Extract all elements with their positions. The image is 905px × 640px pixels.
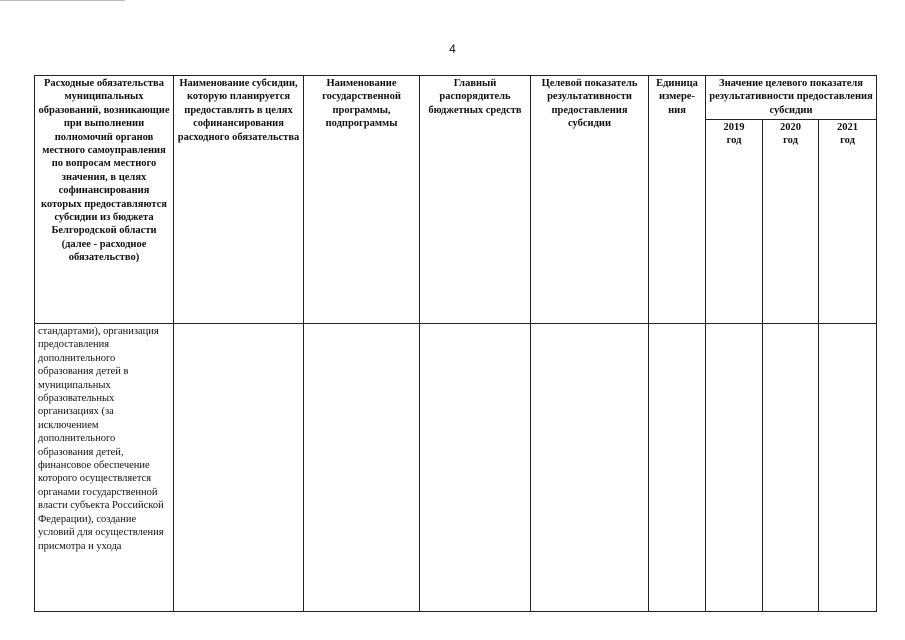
- header-obligations: Расходные обязательства муниципальных образований, возникающие при выполнении полномочий органов местного самоуправления по вопросам местного значения, в целях софинансирования которых предоставляются субсидии из бюджета Белгородской области (далее - расходное обязательство): [35, 76, 174, 324]
- body-cell-2019: [706, 324, 763, 612]
- top-rule: [0, 0, 125, 1]
- year-2020-suffix: год: [783, 134, 798, 146]
- header-year-2021: [819, 119, 877, 323]
- header-program: Наименование государственной программы, подпрограммы: [304, 76, 420, 324]
- subsidy-table: [34, 75, 877, 612]
- header-budget-manager: Главный распорядитель бюджетных средств: [420, 76, 531, 324]
- body-row: [35, 324, 877, 612]
- body-cell-2021: [819, 324, 877, 612]
- year-2019-label: 2019: [723, 121, 745, 133]
- header-year-2020: [763, 119, 819, 323]
- body-cell-2020: [763, 324, 819, 612]
- header-target-indicator: Целевой показатель результативности предоставления субсидии: [531, 76, 649, 324]
- year-2019-suffix: год: [726, 134, 742, 146]
- body-cell-indicator: [531, 324, 649, 612]
- body-cell-program: [304, 324, 420, 612]
- year-2020-label: 2020: [780, 121, 801, 133]
- body-cell-manager: [420, 324, 531, 612]
- body-cell-unit: [649, 324, 706, 612]
- header-year-2019: [706, 119, 763, 323]
- header-subsidy-name: Наименование субсидии, которую планируется предоставлять в целях софинансирования расходного обязательства: [174, 76, 304, 324]
- header-unit: Единица измере-ния: [649, 76, 706, 324]
- page-number: 4: [449, 42, 456, 56]
- year-2021-suffix: год: [840, 134, 855, 146]
- body-obligation-text: стандартами), организация предоставления дополнительного образования детей в муниципальных образовательных организациях (за исключением дополнительного образования детей, финансовое обеспечение которого осуществляется органами государственной власти субъекта Российской Федерации), создание условий для осуществления присмотра и ухода: [35, 324, 174, 612]
- header-target-value: Значение целевого показателя результативности предоставления субсидии: [706, 76, 877, 120]
- header-row: [35, 76, 877, 120]
- year-2021-label: 2021: [837, 121, 858, 133]
- body-cell-subsidy: [174, 324, 304, 612]
